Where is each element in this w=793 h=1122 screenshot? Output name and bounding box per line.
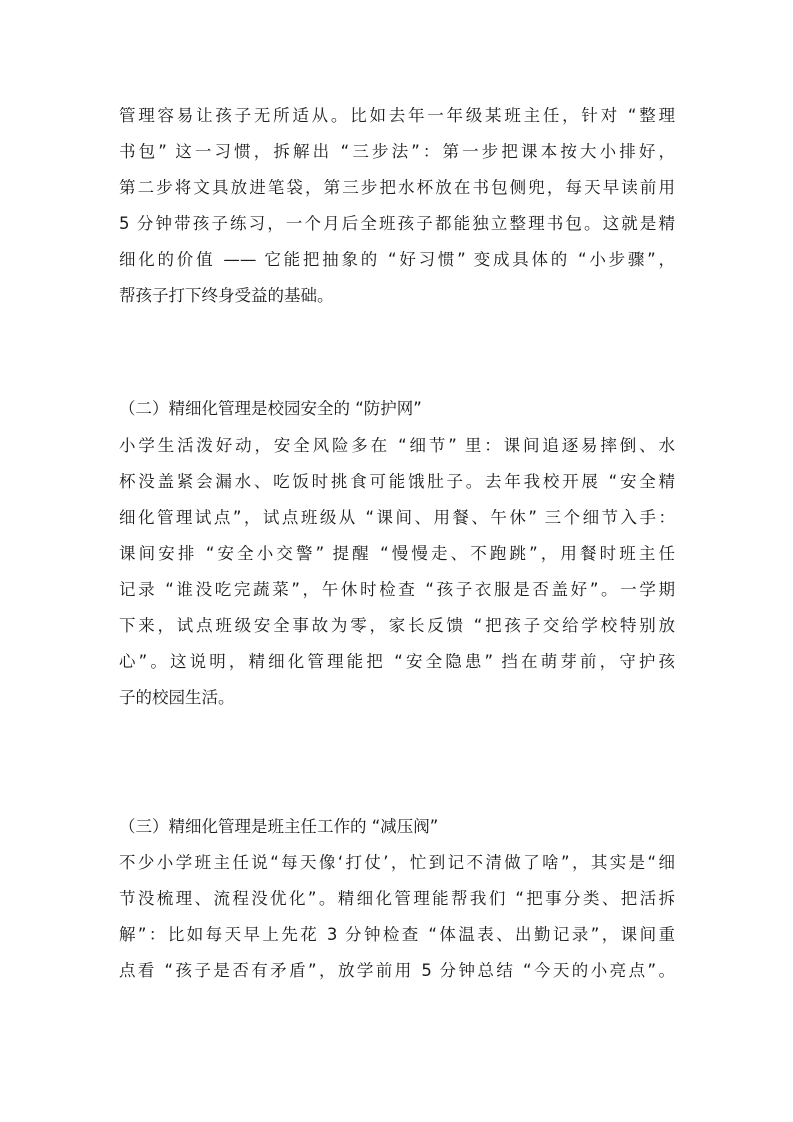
paragraph-1-line-2: 书包” 这一习惯，拆解出 “三步法”：第一步把课本按大小排好，: [119, 142, 675, 161]
section-3-line-4: 点看 “孩子是否有矛盾”，放学前用 5 分钟总结 “今天的小亮点”。: [119, 961, 675, 980]
section-2-line-1: 小学生活泼好动，安全风险多在 “细节” 里：课间追逐易摔倒、水: [119, 436, 675, 455]
section-3-line-1: 不少小学班主任说“每天像‘打仗’，忙到记不清做了啥”，其实是“细: [119, 853, 675, 872]
section-3-line-2: 节没梳理、流程没优化”。精细化管理能帮我们 “把事分类、把活拆: [119, 889, 675, 908]
section-2-line-5: 记录 “谁没吃完蔬菜”，午休时检查 “孩子衣服是否盖好”。一学期: [119, 580, 675, 599]
section-2-line-4: 课间安排 “安全小交警” 提醒 “慢慢走、不跑跳”，用餐时班主任: [119, 544, 675, 563]
section-2-line-7: 心”。这说明，精细化管理能把 “安全隐患” 挡在萌芽前，守护孩: [119, 652, 675, 671]
paragraph-1-line-4: 5 分钟带孩子练习，一个月后全班孩子都能独立整理书包。这就是精: [119, 214, 675, 233]
paragraph-1-line-5: 细化的价值 —— 它能把抽象的 “好习惯” 变成具体的 “小步骤”，: [119, 250, 675, 269]
section-3-line-3: 解”：比如每天早上先花 3 分钟检查 “体温表、出勤记录”，课间重: [119, 925, 675, 944]
paragraph-1-line-6: 帮孩子打下终身受益的基础。: [119, 286, 334, 305]
section-2-heading: （二）精细化管理是校园安全的 “防护网”: [119, 399, 422, 418]
paragraph-1-line-1: 管理容易让孩子无所适从。比如去年一年级某班主任，针对 “整理: [119, 106, 675, 125]
section-3-heading: （三）精细化管理是班主任工作的 “减压阀”: [119, 817, 439, 836]
paragraph-1-line-3: 第二步将文具放进笔袋，第三步把水杯放在书包侧兜，每天早读前用: [119, 178, 675, 197]
section-2-line-2: 杯没盖紧会漏水、吃饭时挑食可能饿肚子。去年我校开展 “安全精: [119, 472, 675, 491]
section-2-line-8: 子的校园生活。: [119, 688, 235, 707]
section-2-line-3: 细化管理试点”，试点班级从 “课间、用餐、午休” 三个细节入手：: [119, 508, 675, 527]
section-2-line-6: 下来，试点班级安全事故为零，家长反馈 “把孩子交给学校特别放: [119, 616, 675, 635]
